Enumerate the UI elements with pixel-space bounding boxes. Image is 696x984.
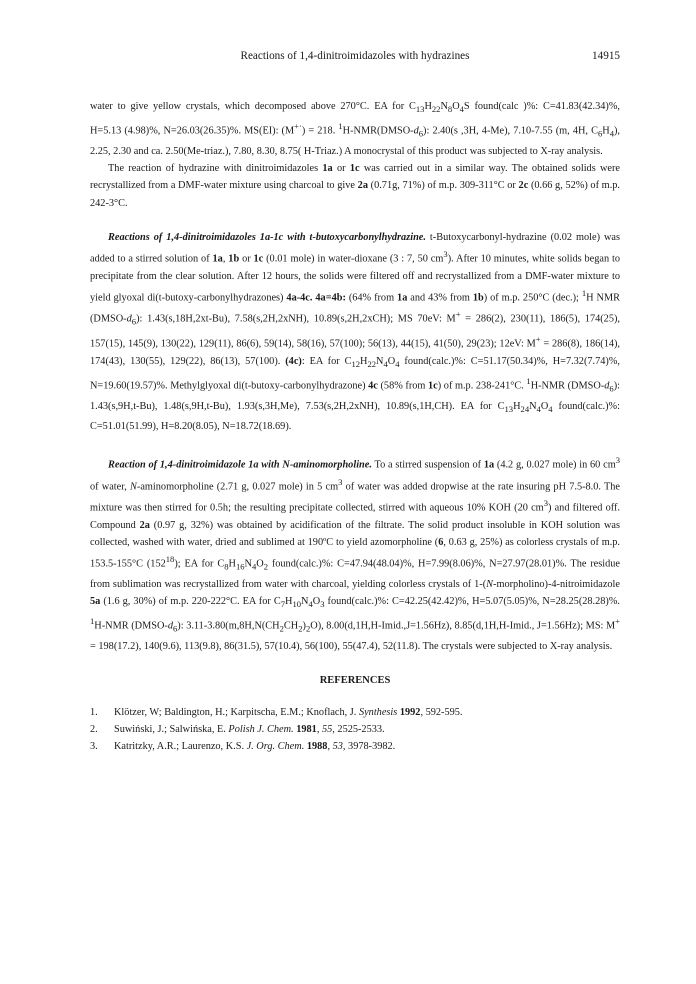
section-heading: Reaction of 1,4-dinitroimidazole 1a with N-aminomorpholine.	[108, 459, 372, 471]
reference-item: 1. Klötzer, W; Baldington, H.; Karpitscha, E.M.; Knoflach, J. Synthesis 1992, 592-595.	[90, 706, 463, 718]
reference-item: 2. Suwiński, J.; Salwińska, E. Polish J. Chem. 1981, 55, 2525-2533.	[90, 723, 385, 735]
page-number: 14915	[592, 50, 620, 62]
paragraph-butoxycarbonylhydrazine: Reactions of 1,4-dinitroimidazoles 1a-1c with t-butoxycarbonylhydrazine. t-Butoxycarbonyl-hydrazine (0.02 mole) was added to a stirred solution of 1a, 1b or 1c (0.01 mole) in water-dioxane (3 : 7, 50 $cm^3$). After 10 minutes, white solids began to precipitate from the clear solution. After 12 hours, the solids were filtered off and recrystallized from a DMF-water mixture to yield glyoxal di(t-butoxy-carbonylhydrazones) 4a-4c. 4a=4b: (64% from 1a and 43% from 1b) of m.p. 250°C (dec.); $^1$H NMR $(DMSO-d_6)$: 1.43(s,18H,2xt-Bu), 7.58(s,2H,2xNH), 10.89(s,2H,2xCH); MS 70eV: M+ = 286(2), 230(11), 186(5), 174(25), 157(15), 145(9), 130(22), 129(11), 86(6), 59(14), 58(16), 57(100); 56(13), 44(15), 41(50), 29(23); 12eV: M+ = 286(8), 186(14), 174(43), 130(55), 129(22), 86(13), 57(100). (4c): EA for $C_{12}H_{22}N_4O_4$ found(calc.)%: C=51.17(50.34)%, H=7.32(7.74)%, N=19.60(19.57)%. Methylglyoxal di(t-butoxy-carbonylhydrazone) 4c (58% from 1c) of m.p. 238-241°C. $^1$H-NMR $(DMSO-d_6)$: 1.43(s,9H,t-Bu), 1.48(s,9H,t-Bu), 1.93(s,3H,Me), 7.53(s,2H,2xNH), 10.89(s,1H,CH). EA for $C_{13}H_{24}N_4O_4$ found(calc.)%: C=51.01(51.99), H=8.20(8.05), N=18.72(18.69).	[90, 231, 621, 432]
section-heading: Reactions of 1,4-dinitroimidazoles 1a-1c with t-butoxycarbonylhydrazine.	[108, 231, 426, 243]
paragraph-aminomorpholine: Reaction of 1,4-dinitroimidazole 1a with N-aminomorpholine. To a stirred suspension of 1a (4.2 g, 0.027 mole) in 60 $cm^3$ of water, N-aminomorpholine (2.71 g, 0.027 mole) in 5 $cm^3$ of water was added dropwise at the rate insuring pH 7.5-8.0. The mixture was then stirred for 0.5h; the resulting precipitate collected, stirred with aqueous 10% KOH (20 $cm^3$) and filtered off. Compound 2a (0.97 g, 32%) was obtained by acidification of the filtrate. The solid product insoluble in KOH solution was collected, washed with water, dried and sublimed at 190ºC to yield azomorpholine (6, 0.63 g, 25%) as colorless crystals of m.p. 153.5-155°C $(152^{18})$; EA for $C_8H_{16}N_4O_2$ found(calc.)%: C=47.94(48.04)%, H=7.99(8.06)%, N=27.97(28.01)%. The residue from sublimation was recrystallized from water with charcoal, yielding colorless crystals of 1-(N-morpholino)-4-nitroimidazole 5a (1.6 g, 30%) of m.p. 220-222°C. EA for $C_7H_{10}N_4O_3$ found(calc.)%: C=42.25(42.42)%, H=5.07(5.05)%, N=28.25(28.28)%. $^1$H-NMR $(DMSO-d_6)$: $3.11-3.80(m,8H,N(CH_2CH_2)_2O)$, 8.00(d,1H,H-Imid.,J=1.56Hz), 8.85(d,1H,H-Imid., J=1.56Hz); MS: M+ = 198(17.2), 140(9.6), 113(9.8), 86(31.5), 57(10.4), 56(100), 55(47.4), 52(11.8). The crystals were subjected to X-ray analysis.	[90, 455, 621, 653]
running-head	[90, 50, 620, 66]
paragraph-hydrazine-reaction: The reaction of hydrazine with dinitroimidazoles 1a or 1c was carried out in a similar way. The obtained solids were recrystallized from a DMF-water mixture using charcoal to give 2a (0.71g, 71%) of m.p. 309-311°C or 2c (0.66 g, 52%) of m.p. 242-3°C.	[90, 163, 620, 209]
article-body	[90, 98, 620, 755]
running-title: Reactions of 1,4-dinitroimidazoles with hydrazines	[240, 50, 470, 62]
paragraph-continued-experimental: water to give yellow crystals, which decomposed above 270°C. EA for $C_{13}H_{22}N_8O_4S$ found(calc )%: C=41.83(42.34)%, H=5.13 (4.98)%, N=26.03(26.35)%. MS(EI): (M+·) = 218. $^1H-NMR(DMSO-d_6)$: 2.40(s ,3H, 4-Me), 7.10-7.55 (m, 4H, $C_6H_4$), 2.25, 2.30 and ca. 2.50(Me-triaz.), 7.80, 8.30, 8.75( H-Triaz.) A monocrystal of this product was subjected to X-ray analysis.	[90, 101, 621, 157]
reference-item: 3. Katritzky, A.R.; Laurenzo, K.S. J. Org. Chem. 1988, 53, 3978-3982.	[90, 740, 396, 752]
references-heading: REFERENCES	[319, 675, 391, 687]
